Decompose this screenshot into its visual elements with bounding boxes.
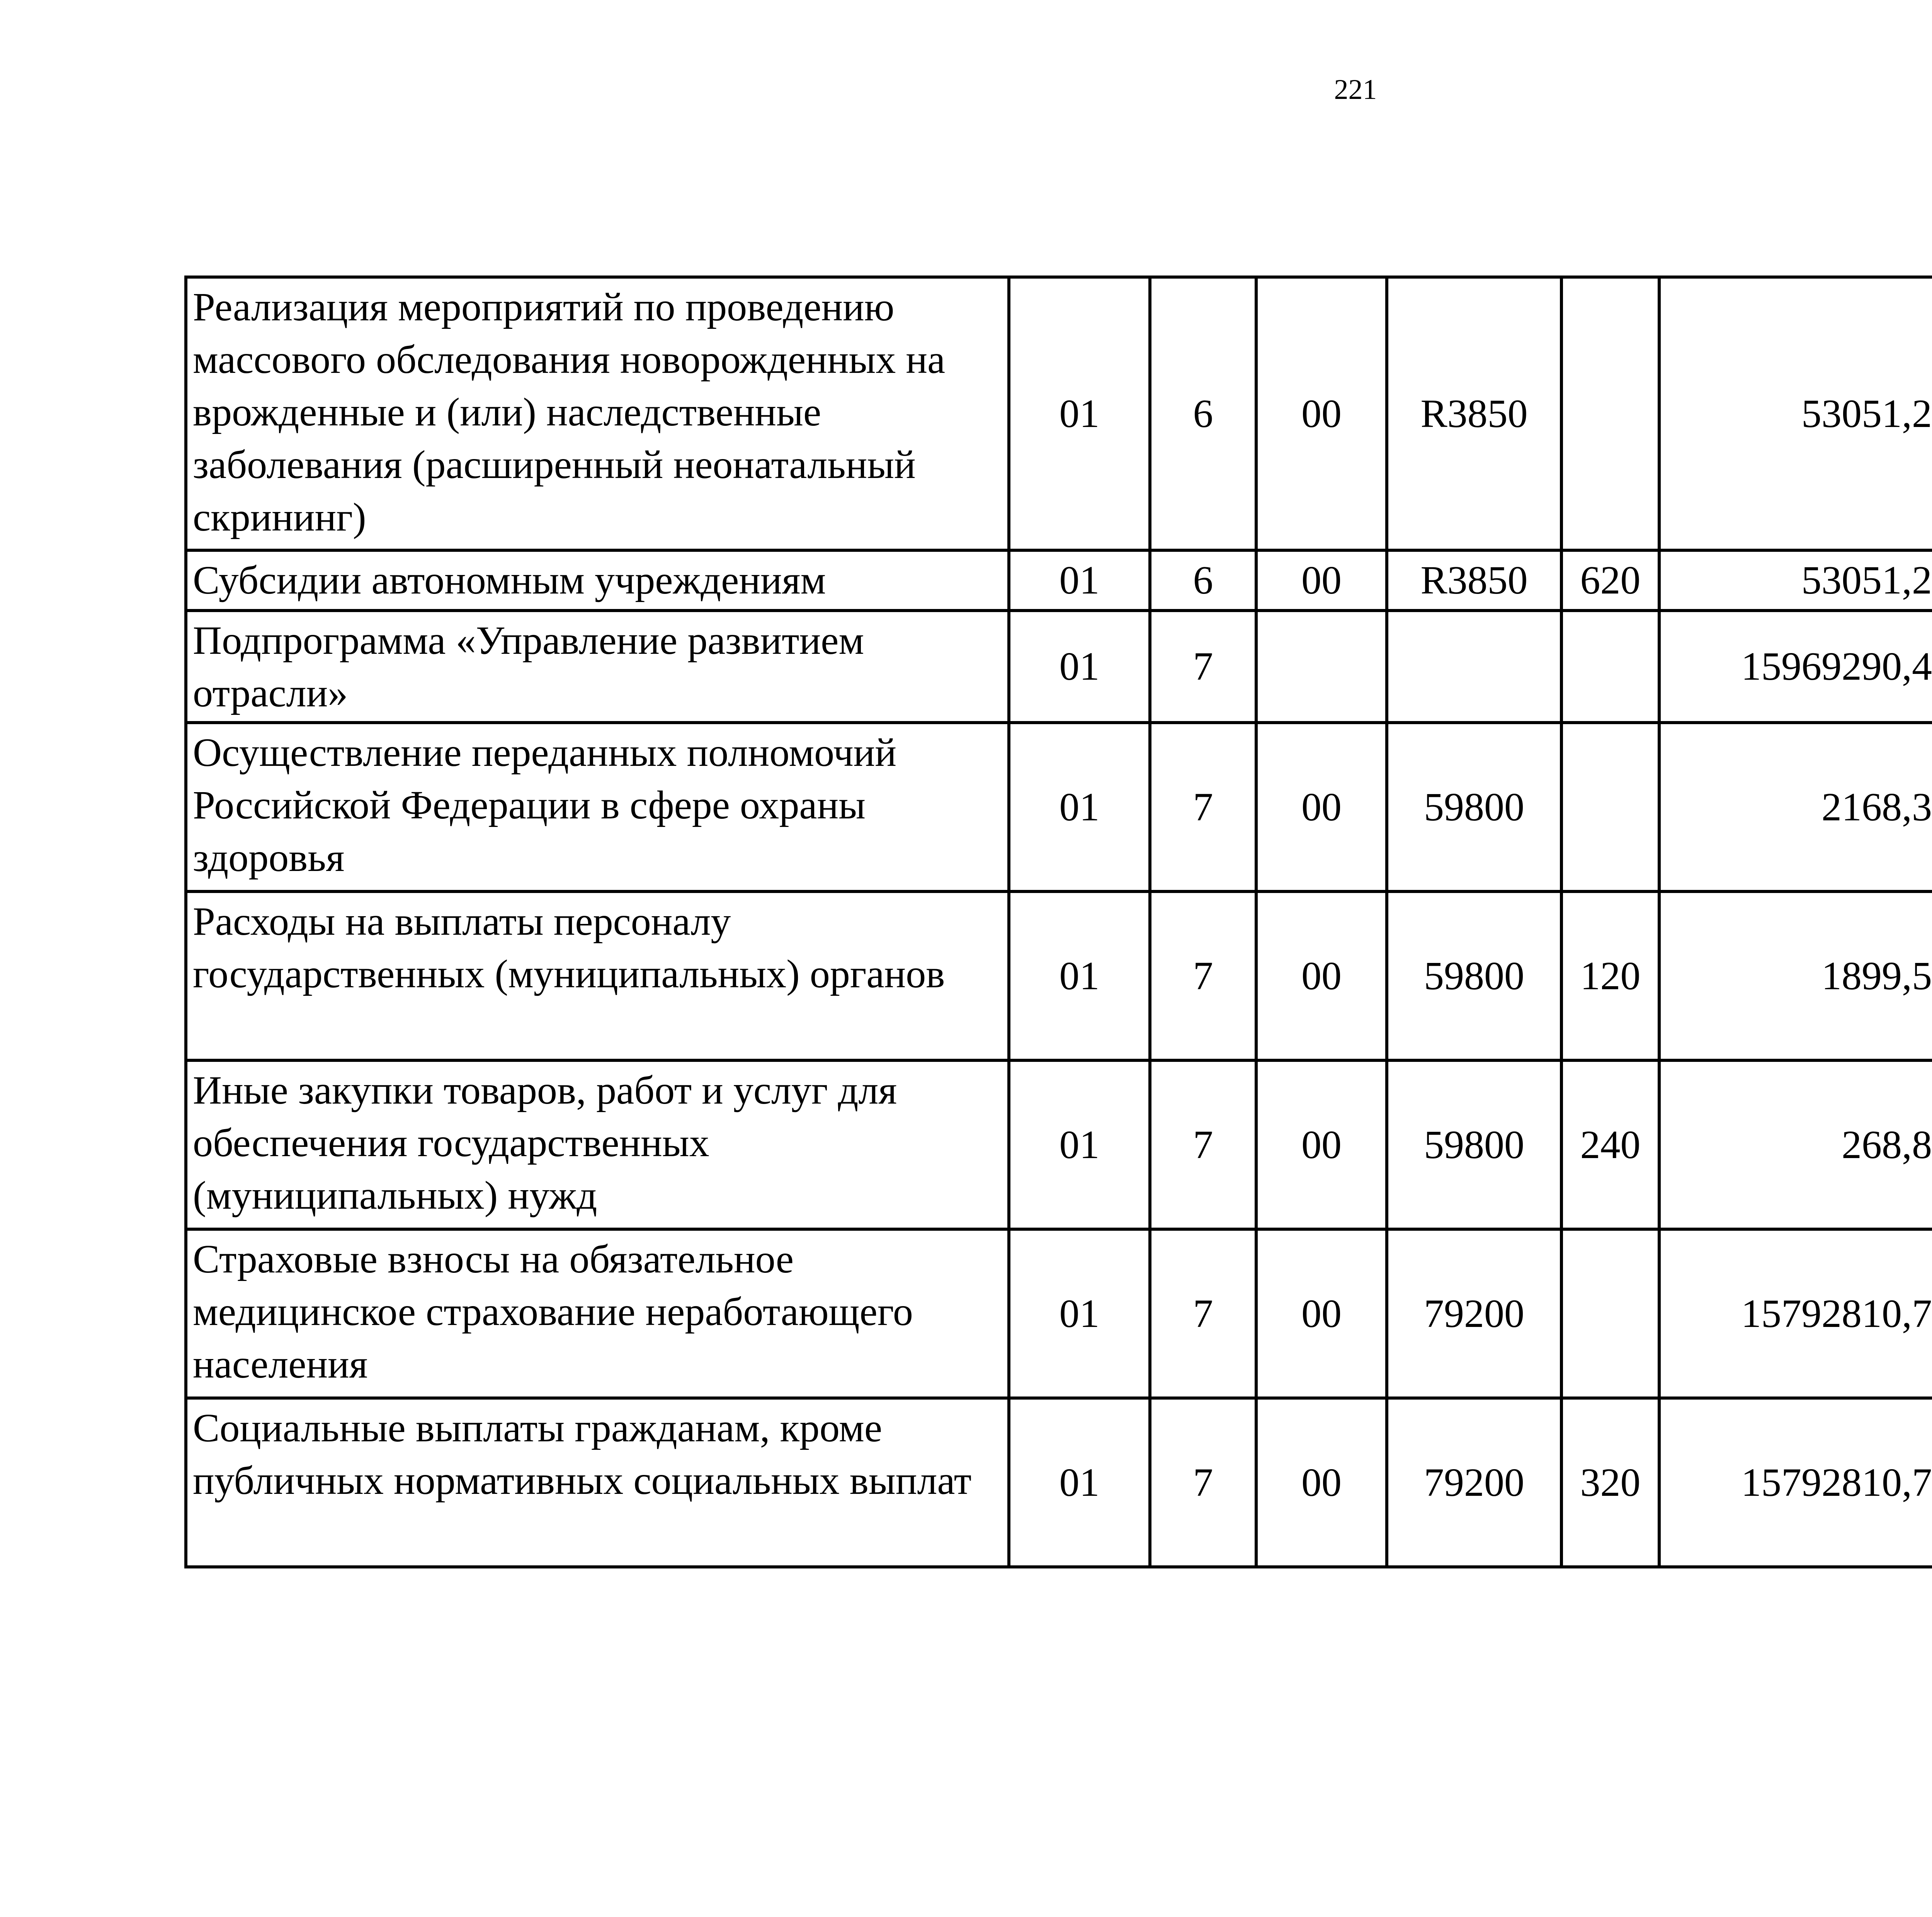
row-name: Страховые взносы на обязательное медицинское страхование неработающего населения xyxy=(186,1229,1009,1398)
direction-code: 00 xyxy=(1256,1229,1387,1398)
direction-code: 00 xyxy=(1256,891,1387,1060)
table-row xyxy=(186,723,1932,891)
program-code: 01 xyxy=(1009,277,1150,550)
target-code: 59800 xyxy=(1387,723,1561,891)
direction-code: 00 xyxy=(1256,277,1387,550)
subprogram-code: 6 xyxy=(1150,277,1256,550)
amount-year-1: 1899,5 xyxy=(1659,891,1932,1060)
program-code: 01 xyxy=(1009,611,1150,723)
subprogram-code: 7 xyxy=(1150,611,1256,723)
target-code: R3850 xyxy=(1387,277,1561,550)
subprogram-code: 7 xyxy=(1150,1229,1256,1398)
amount-year-1: 268,8 xyxy=(1659,1060,1932,1229)
direction-code: 00 xyxy=(1256,1060,1387,1229)
program-code: 01 xyxy=(1009,891,1150,1060)
direction-code: 00 xyxy=(1256,1398,1387,1567)
amount-year-1: 15969290,4 xyxy=(1659,611,1932,723)
subprogram-code: 7 xyxy=(1150,723,1256,891)
amount-year-1: 53051,2 xyxy=(1659,277,1932,550)
program-code: 01 xyxy=(1009,1060,1150,1229)
expense-type-code xyxy=(1561,611,1659,723)
target-code: R3850 xyxy=(1387,550,1561,611)
program-code: 01 xyxy=(1009,1229,1150,1398)
table-row xyxy=(186,277,1932,550)
direction-code xyxy=(1256,611,1387,723)
expense-type-code: 120 xyxy=(1561,891,1659,1060)
row-name: Осуществление переданных полномочий Российской Федерации в сфере охраны здоровья xyxy=(186,723,1009,891)
target-code: 79200 xyxy=(1387,1398,1561,1567)
target-code xyxy=(1387,611,1561,723)
expense-type-code: 620 xyxy=(1561,550,1659,611)
program-code: 01 xyxy=(1009,1398,1150,1567)
row-name: Субсидии автономным учреждениям xyxy=(186,550,1009,611)
amount-year-1: 15792810,7 xyxy=(1659,1398,1932,1567)
amount-year-1: 53051,2 xyxy=(1659,550,1932,611)
budget-table xyxy=(184,276,1932,1568)
subprogram-code: 7 xyxy=(1150,1060,1256,1229)
target-code: 59800 xyxy=(1387,1060,1561,1229)
expense-type-code xyxy=(1561,277,1659,550)
amount-year-1: 15792810,7 xyxy=(1659,1229,1932,1398)
expense-type-code: 240 xyxy=(1561,1060,1659,1229)
table-row xyxy=(186,1060,1932,1229)
row-name: Расходы на выплаты персоналу государственных (муниципальных) органов xyxy=(186,891,1009,1060)
target-code: 79200 xyxy=(1387,1229,1561,1398)
direction-code: 00 xyxy=(1256,550,1387,611)
row-name: Реализация мероприятий по проведению массового обследования новорожденных на врожденные и (или) наследственные заболевания (расширенный неонатальный скрининг) xyxy=(186,277,1009,550)
row-name: Подпрограмма «Управление развитием отрасли» xyxy=(186,611,1009,723)
expense-type-code: 320 xyxy=(1561,1398,1659,1567)
page-number: 221 xyxy=(1334,74,1377,105)
table-row xyxy=(186,891,1932,1060)
table-row xyxy=(186,1398,1932,1567)
expense-type-code xyxy=(1561,1229,1659,1398)
direction-code: 00 xyxy=(1256,723,1387,891)
row-name: Социальные выплаты гражданам, кроме публичных нормативных социальных выплат xyxy=(186,1398,1009,1567)
row-name: Иные закупки товаров, работ и услуг для обеспечения государственных (муниципальных) нужд xyxy=(186,1060,1009,1229)
table-row xyxy=(186,550,1932,611)
target-code: 59800 xyxy=(1387,891,1561,1060)
program-code: 01 xyxy=(1009,550,1150,611)
subprogram-code: 6 xyxy=(1150,550,1256,611)
subprogram-code: 7 xyxy=(1150,1398,1256,1567)
program-code: 01 xyxy=(1009,723,1150,891)
table-row xyxy=(186,611,1932,723)
amount-year-1: 2168,3 xyxy=(1659,723,1932,891)
table-row xyxy=(186,1229,1932,1398)
expense-type-code xyxy=(1561,723,1659,891)
subprogram-code: 7 xyxy=(1150,891,1256,1060)
